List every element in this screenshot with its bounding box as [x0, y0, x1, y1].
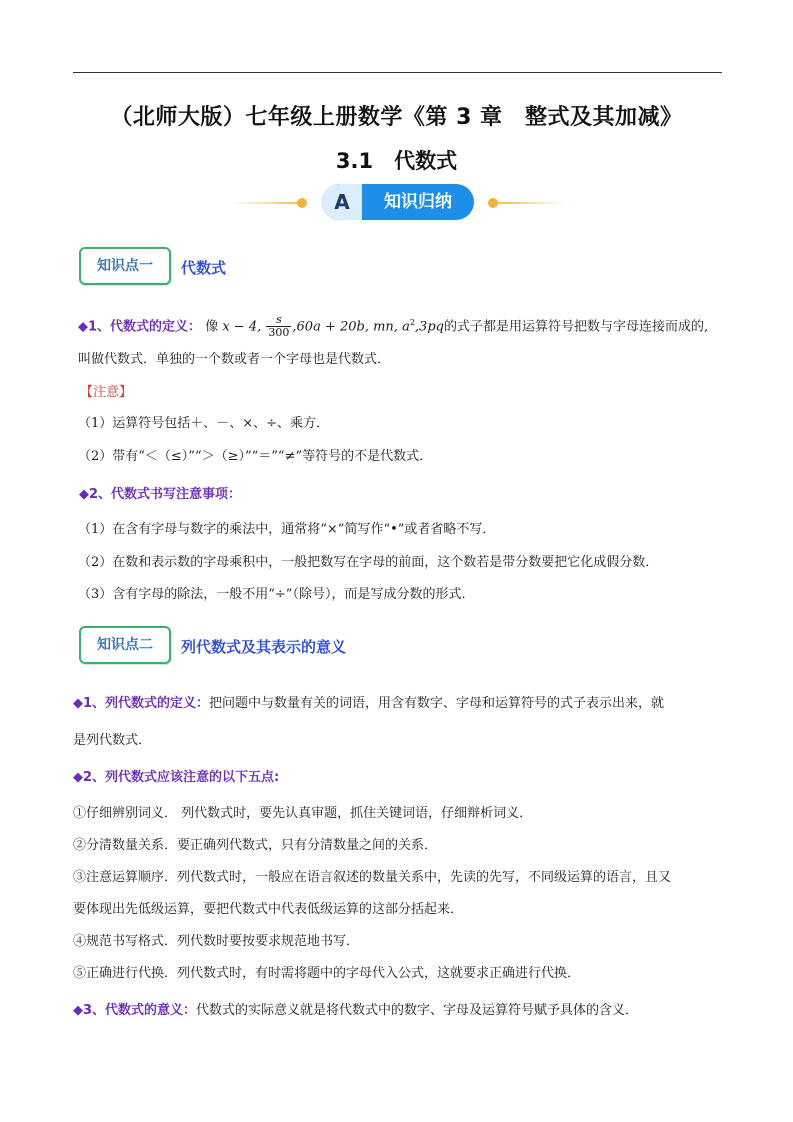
kp1-note-2: （2）带有“＜（≤）”“＞（≥）”“＝”“≠”等符号的不是代数式． [78, 449, 433, 464]
kp2-meaning-text: 代数式的实际意义就是将代数式中的数字、字母及运算符号赋予具体的含义． [196, 1003, 639, 1018]
top-rule [73, 72, 722, 73]
kp2-point-1: ①仔细辨别词义． 列代数式时，要先认真审题，抓住关键词语，仔细辩析词义． [73, 806, 533, 821]
kp1-expr-superscript: 2 [409, 318, 415, 327]
kp1-rule-1: （1）在含有字母与数字的乘法中，通常将“×”简写作“•”或者省略不写． [78, 522, 496, 537]
kp1-fraction-numerator: s [266, 314, 291, 327]
kp2-point-3a: ③注意运算顺序．列代数式时，一般应在语言叙述的数量关系中，先读的先写，不同级运算的语言，且又 [73, 870, 672, 885]
banner-text: 知识归纳 [384, 192, 452, 212]
kp1-expr-c: ,3pq [414, 319, 444, 335]
knowledge-point-1-title: 代数式 [181, 259, 227, 277]
kp2-point-2: ②分清数量关系．要正确列代数式，只有分清数量之间的关系． [73, 838, 438, 853]
kp1-definition-heading: ◆1、代数式的定义： [78, 319, 202, 335]
kp1-expr-a: x − 4, [222, 319, 262, 335]
banner-line-left [230, 202, 300, 204]
kp1-note-label: 【注意】 [80, 385, 133, 400]
kp2-definition [73, 694, 718, 714]
kp2-points-heading: ◆2、列代数式应该注意的以下五点: [73, 770, 280, 785]
kp2-point-5: ⑤正确进行代换．列代数式时，有时需将题中的字母代入公式，这就要求正确进行代换． [73, 966, 581, 981]
page-title: （北师大版）七年级上册数学《第 3 章 整式及其加减》 [110, 105, 683, 130]
kp1-note-1: （1）运算符号包括＋、－、×、÷、乘方． [78, 416, 330, 431]
knowledge-point-2-title: 列代数式及其表示的意义 [181, 638, 347, 656]
kp1-expr-b: ,60a + 20b, mn, a [292, 319, 410, 335]
kp1-fraction [266, 314, 291, 339]
section-banner [230, 183, 570, 223]
kp1-rule-2: （2）在数和表示数的字母乘积中，一般把数写在字母的前面，这个数若是带分数要把它化成假分数． [78, 555, 659, 570]
kp2-definition-text: 把问题中与数量有关的词语，用含有数字、字母和运算符号的式子表示出来，就 [209, 696, 665, 711]
banner-letter: A [322, 184, 362, 220]
kp1-rule-3: （3）含有字母的除法，一般不用“÷”（除号），而是写成分数的形式． [78, 587, 475, 602]
kp1-definition-line2: 叫做代数式．单独的一个数或者一个字母也是代数式． [78, 352, 391, 367]
banner-dot-left [297, 198, 307, 208]
kp2-meaning-heading: ◆3、代数式的意义： [73, 1003, 197, 1018]
section-title: 3.1 代数式 [335, 149, 458, 173]
banner-pill [322, 184, 474, 220]
kp1-definition [78, 313, 723, 339]
kp2-definition-line2: 是列代数式． [73, 733, 152, 748]
kp1-fraction-denominator: 300 [268, 326, 290, 340]
banner-dot-right [488, 198, 498, 208]
kp1-rules-heading: ◆2、代数式书写注意事项： [79, 487, 242, 502]
knowledge-point-1-box: 知识点一 [79, 247, 171, 285]
kp2-point-3b: 要体现出先低级运算，要把代数式中代表低级运算的这部分括起来． [73, 902, 464, 917]
kp1-definition-tail: 的式子都是用运算符号把数与字母连接而成的, [443, 319, 709, 335]
knowledge-point-2-box: 知识点二 [79, 626, 171, 664]
kp1-definition-prefix: 像 [205, 319, 219, 335]
kp2-meaning [73, 1001, 718, 1021]
banner-line-right [498, 202, 568, 204]
kp2-point-4: ④规范书写格式．列代数时要按要求规范地书写． [73, 934, 360, 949]
kp2-definition-heading: ◆1、列代数式的定义： [73, 696, 210, 711]
